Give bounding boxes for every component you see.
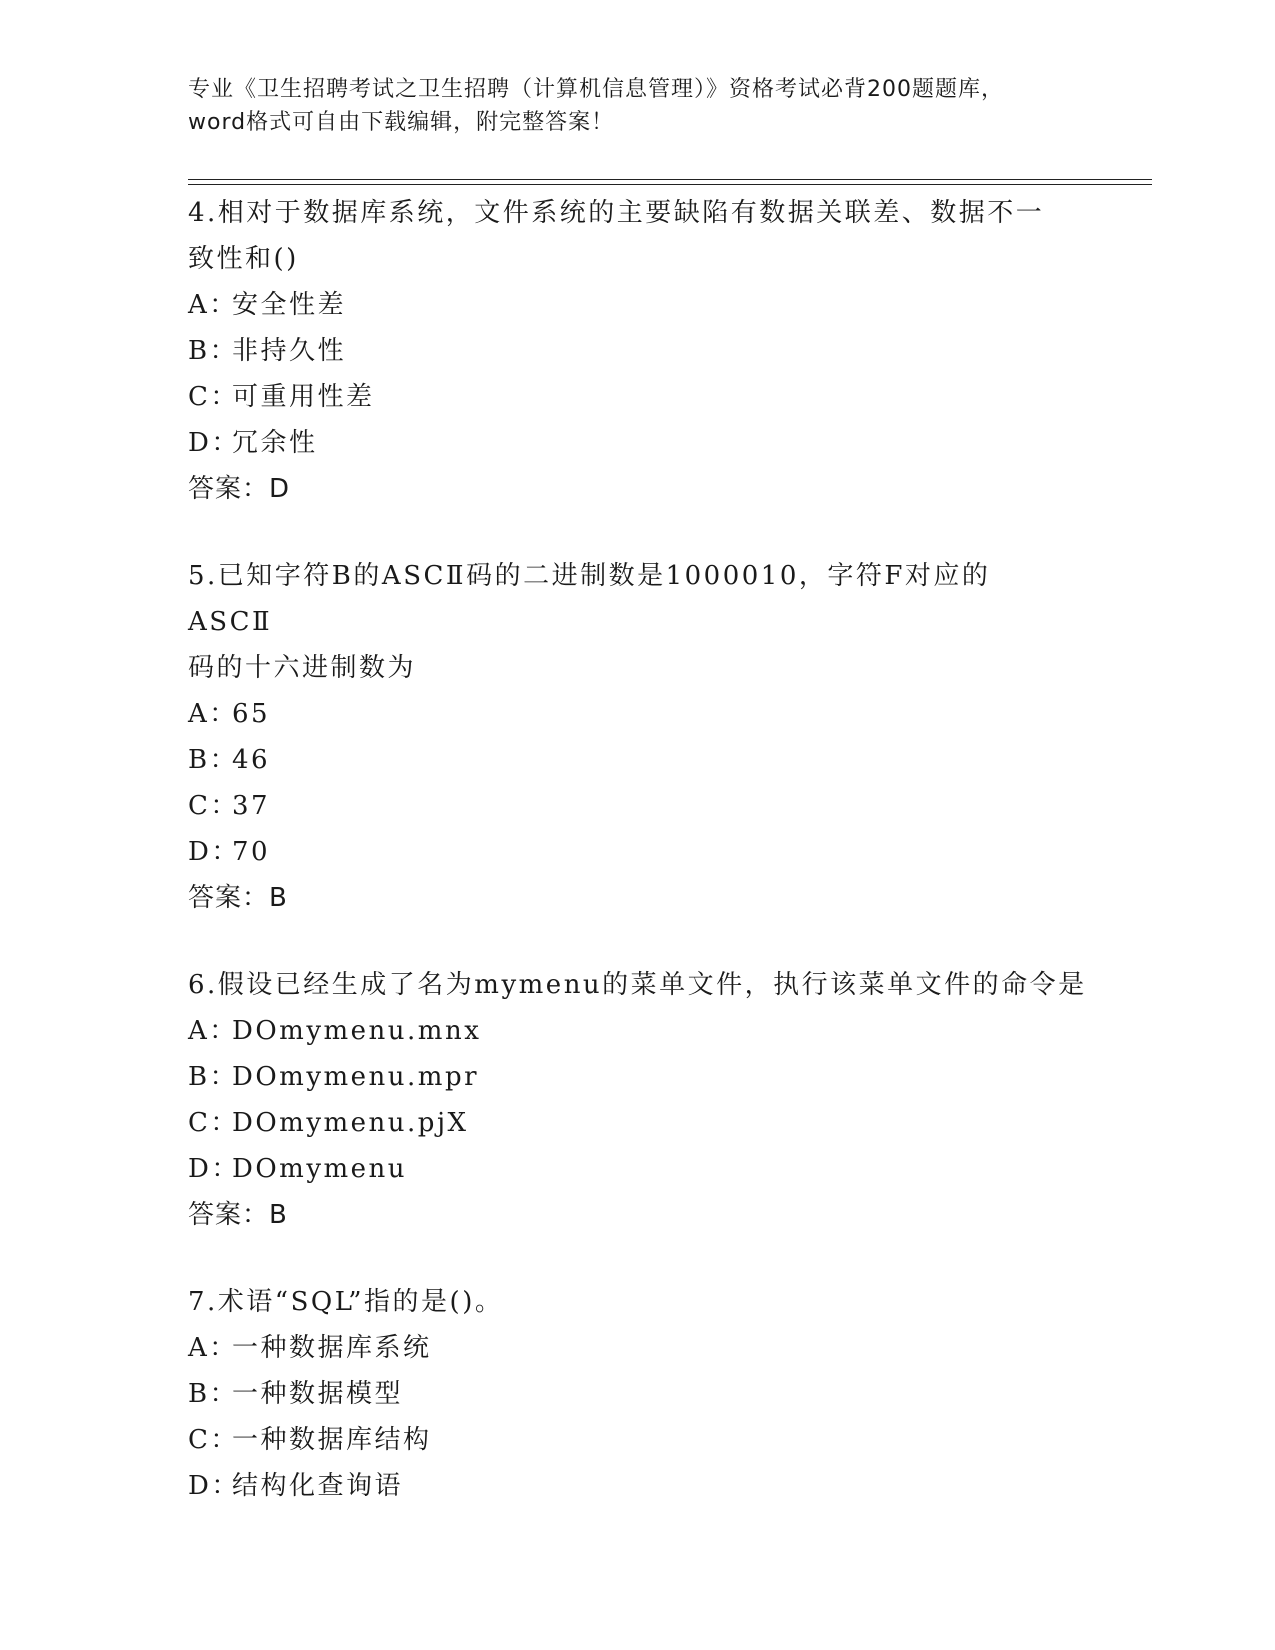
option-letter: A： — [188, 1333, 238, 1363]
option-letter: C： — [188, 382, 239, 412]
question-7 — [188, 1279, 1088, 1509]
option-letter: A： — [188, 1016, 238, 1046]
question-text-continued: 码的十六进制数为 — [188, 653, 417, 683]
question-list — [188, 190, 1088, 1509]
option-text: 冗余性 — [232, 428, 318, 458]
option-letter: D： — [188, 1154, 240, 1184]
question-text: 7.术语“SQL”指的是()。 — [188, 1287, 504, 1317]
option-c — [188, 1417, 1088, 1463]
option-letter: A： — [188, 290, 238, 320]
option-text: 一种数据库系统 — [232, 1333, 432, 1363]
option-text: DOmymenu — [232, 1154, 408, 1184]
option-d — [188, 829, 1088, 875]
question-6 — [188, 962, 1088, 1238]
option-text: DOmymenu.pjX — [232, 1108, 469, 1138]
option-b — [188, 737, 1088, 783]
option-text: 46 — [232, 745, 271, 775]
question-text-continued: 致性和() — [188, 244, 299, 274]
answer-label: 答案：D — [188, 474, 291, 504]
option-letter: B： — [188, 1379, 239, 1409]
option-d — [188, 420, 1088, 466]
option-c — [188, 374, 1088, 420]
question-5 — [188, 553, 1088, 921]
option-letter: C： — [188, 1108, 239, 1138]
option-letter: C： — [188, 791, 239, 821]
header-title-line-2: word格式可自由下载编辑，附完整答案！ — [188, 110, 615, 135]
option-a — [188, 1008, 1088, 1054]
option-d — [188, 1463, 1088, 1509]
option-text: 结构化查询语 — [232, 1471, 404, 1501]
option-text: 37 — [232, 791, 271, 821]
option-c — [188, 1100, 1088, 1146]
option-letter: D： — [188, 837, 240, 867]
option-text: 安全性差 — [232, 290, 347, 320]
question-text: 4.相对于数据库系统，文件系统的主要缺陷有数据关联差、数据不一 — [188, 198, 1045, 228]
option-letter: D： — [188, 1471, 240, 1501]
option-text: 一种数据库结构 — [232, 1425, 432, 1455]
option-b — [188, 1054, 1088, 1100]
answer-label: 答案：B — [188, 883, 288, 913]
option-a — [188, 691, 1088, 737]
option-letter: D： — [188, 428, 240, 458]
question-text: 6.假设已经生成了名为mymenu的菜单文件，执行该菜单文件的命令是 — [188, 970, 1087, 1000]
option-text: 一种数据模型 — [232, 1379, 404, 1409]
option-a — [188, 1325, 1088, 1371]
option-text: 非持久性 — [232, 336, 347, 366]
option-letter: B： — [188, 336, 239, 366]
option-b — [188, 328, 1088, 374]
answer-label: 答案：B — [188, 1200, 288, 1230]
option-letter: A： — [188, 699, 238, 729]
option-a — [188, 282, 1088, 328]
header-divider-top — [188, 179, 1152, 180]
option-letter: C： — [188, 1425, 239, 1455]
document-header — [188, 73, 1088, 139]
header-title-line-1: 专业《卫生招聘考试之卫生招聘（计算机信息管理）》资格考试必背200题题库， — [188, 77, 1004, 102]
option-text: 70 — [232, 837, 271, 867]
option-c — [188, 783, 1088, 829]
option-text: DOmymenu.mpr — [232, 1062, 480, 1092]
option-text: DOmymenu.mnx — [232, 1016, 482, 1046]
option-letter: B： — [188, 745, 239, 775]
option-d — [188, 1146, 1088, 1192]
option-text: 65 — [232, 699, 271, 729]
question-text: 5.已知字符B的ASCⅡ码的二进制数是1000010，字符F对应的ASCⅡ — [188, 561, 991, 637]
option-text: 可重用性差 — [232, 382, 375, 412]
option-b — [188, 1371, 1088, 1417]
question-4 — [188, 190, 1088, 512]
header-divider-bottom — [188, 184, 1152, 185]
option-letter: B： — [188, 1062, 239, 1092]
